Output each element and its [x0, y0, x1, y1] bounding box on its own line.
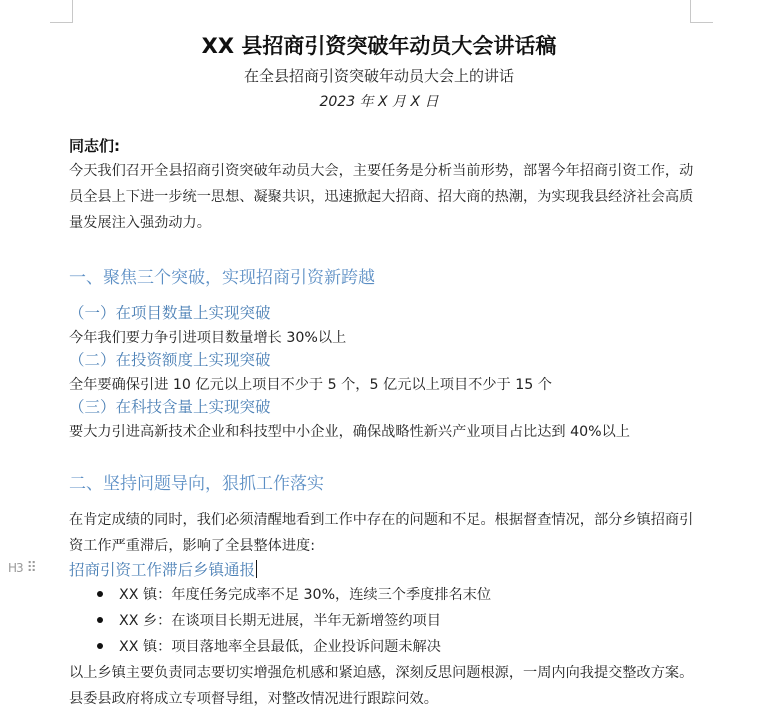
notice-heading-text: 招商引资工作滞后乡镇通报 [69, 561, 256, 579]
list-item-text: XX 镇：项目落地率全县最低，企业投诉问题未解决 [119, 639, 441, 655]
page-corner-top-right [690, 0, 713, 23]
subheading-3-text: 要大力引进高新技术企业和科技型中小企业，确保战略性新兴产业项目占比达到 40%以上 [69, 424, 630, 440]
subheading-1: （一）在项目数量上实现突破 [69, 304, 271, 322]
text-cursor [256, 560, 257, 578]
list-item [97, 634, 491, 660]
closing-paragraph: 以上乡镇主要负责同志要切实增强危机感和紧迫感，深刻反思问题根源，一周内向我提交整改方案。县委县政府将成立专项督导组，对整改情况进行跟踪问效。 [69, 665, 694, 707]
list-item-text: XX 乡：在谈项目长期无进展，半年无新增签约项目 [119, 613, 441, 629]
greeting: 同志们: [69, 137, 120, 155]
document-subtitle: 在全县招商引资突破年动员大会上的讲话 [243, 67, 514, 85]
intro-paragraph: 今天我们召开全县招商引资突破年动员大会，主要任务是分析当前形势，部署今年招商引资工作，动员全县上下进一步统一思想、凝聚共识，迅速掀起大招商、招大商的热潮，为实现我县经济社会高质量发展注入强劲动力。 [69, 163, 694, 231]
problem-paragraph: 在肯定成绩的同时，我们必须清醒地看到工作中存在的问题和不足。根据督查情况，部分乡镇招商引资工作严重滞后，影响了全县整体进度: [69, 512, 694, 554]
subheading-1-text: 今年我们要力争引进项目数量增长 30%以上 [69, 330, 347, 346]
subheading-2: （二）在投资额度上实现突破 [69, 351, 271, 369]
list-item [97, 582, 491, 608]
section-heading-2: 二、坚持问题导向，狠抓工作落实 [69, 474, 324, 494]
document-date: 2023 年 X 月 X 日 [319, 94, 439, 110]
section-heading-1: 一、聚焦三个突破，实现招商引资新跨越 [69, 268, 375, 288]
drag-handle-icon[interactable]: ⠿ [26, 560, 37, 576]
notice-list [97, 582, 491, 660]
list-item [97, 608, 491, 634]
heading-level-indicator[interactable]: H3 [8, 561, 23, 575]
bullet-icon [97, 643, 103, 649]
bullet-icon [97, 591, 103, 597]
subheading-2-text: 全年要确保引进 10 亿元以上项目不少于 5 个，5 亿元以上项目不少于 15 个 [69, 377, 552, 393]
notice-heading[interactable] [69, 558, 257, 580]
page-corner-top-left [50, 0, 73, 23]
document-title: XX 县招商引资突破年动员大会讲话稿 [201, 34, 557, 58]
block-handle[interactable] [8, 560, 37, 576]
bullet-icon [97, 617, 103, 623]
subheading-3: （三）在科技含量上实现突破 [69, 398, 271, 416]
list-item-text: XX 镇：年度任务完成率不足 30%，连续三个季度排名末位 [119, 587, 492, 603]
